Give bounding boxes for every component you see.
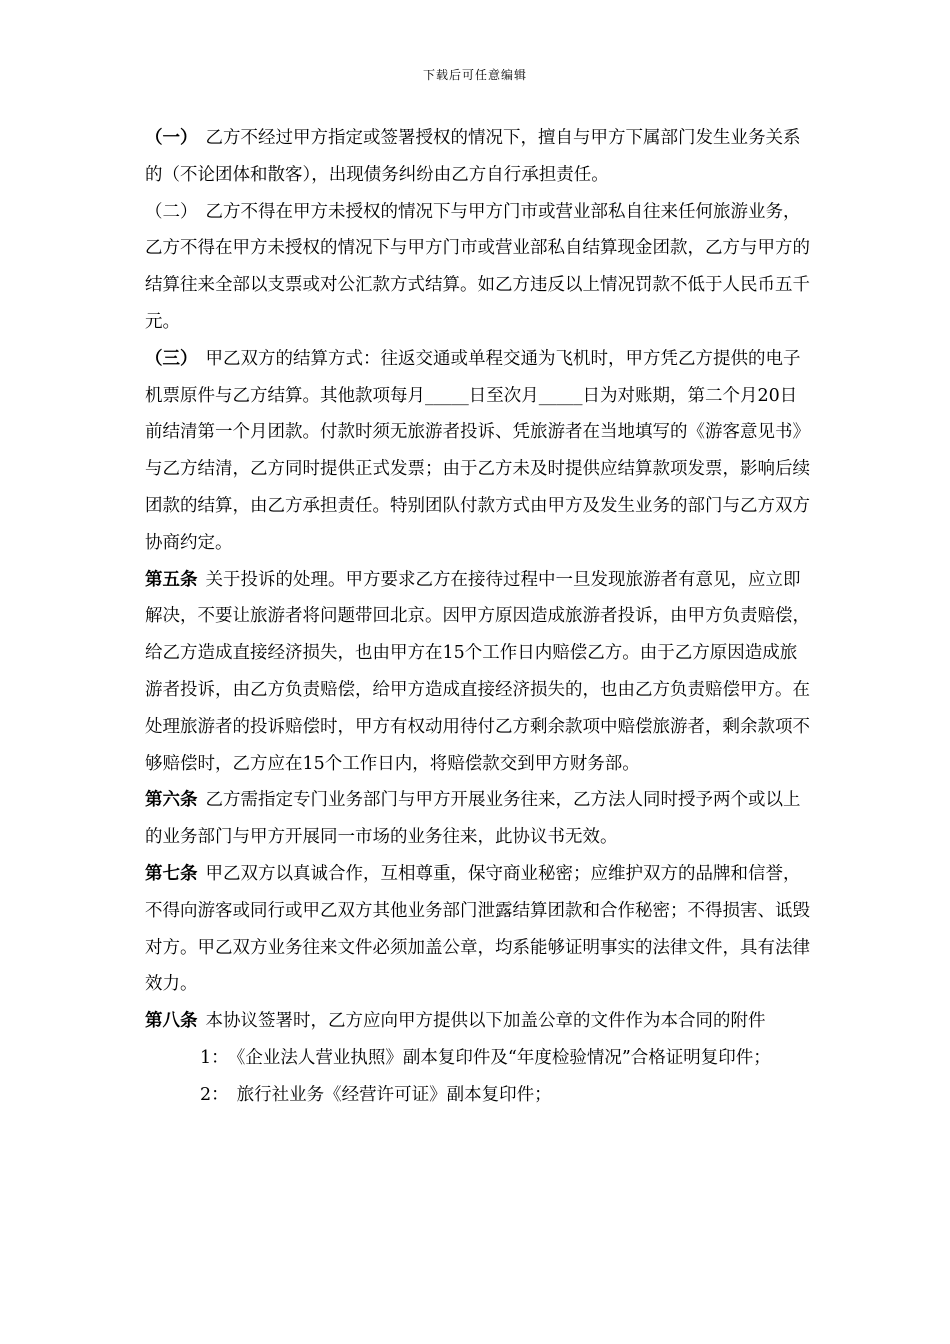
list-item bbox=[145, 1040, 810, 1077]
list-item bbox=[145, 1077, 810, 1114]
article-5 bbox=[145, 562, 810, 783]
page-header: 下载后可任意编辑 bbox=[422, 68, 527, 82]
article-6-text: 乙方需指定专门业务部门与甲方开展业务往来，乙方法人同时授予两个或以上的业务部门与甲方开展同一市场的业务往来，此协议书无效。 bbox=[145, 790, 801, 848]
clause-2-label: （二） bbox=[145, 201, 198, 222]
article-5-label: 第五条 bbox=[145, 569, 198, 590]
list-item-number: 1： bbox=[200, 1047, 229, 1068]
clause-1 bbox=[145, 120, 810, 194]
clause-3-text: 甲乙双方的结算方式：往返交通或单程交通为飞机时，甲方凭乙方提供的电子机票原件与乙方结算。其他款项每月_____日至次月_____日为对账期，第二个月20日前结清第一个月团款。付款时须无旅游者投诉、凭旅游者在当地填写的《游客意见书》与乙方结清，乙方同时提供正式发票；由于乙方未及时提供应结算款项发票，影响后续团款的结算，由乙方承担责任。特别团队付款方式由甲方及发生业务的部门与乙方双方协商约定。 bbox=[145, 348, 810, 553]
clause-2-text: 乙方不得在甲方未授权的情况下与甲方门市或营业部私自往来任何旅游业务，乙方不得在甲方未授权的情况下与甲方门市或营业部私自结算现金团款，乙方与甲方的结算往来全部以支票或对公汇款方式结算。如乙方违反以上情况罚款不低于人民币五千元。 bbox=[145, 201, 810, 332]
list-item-number: 2： bbox=[200, 1084, 229, 1105]
article-7-label: 第七条 bbox=[145, 863, 198, 884]
article-8-label: 第八条 bbox=[145, 1011, 198, 1032]
document-body bbox=[145, 120, 810, 1114]
article-7-text: 甲乙双方以真诚合作，互相尊重，保守商业秘密；应维护双方的品牌和信誉，不得向游客或同行或甲乙双方其他业务部门泄露结算团款和合作秘密；不得损害、诋毁对方。甲乙双方业务往来文件必须加盖公章，均系能够证明事实的法律文件，具有法律效力。 bbox=[145, 863, 810, 995]
article-8-text: 本协议签署时，乙方应向甲方提供以下加盖公章的文件作为本合同的附件 bbox=[205, 1011, 766, 1032]
article-5-text: 关于投诉的处理。甲方要求乙方在接待过程中一旦发现旅游者有意见，应立即解决，不要让旅游者将问题带回北京。因甲方原因造成旅游者投诉，由甲方负责赔偿，给乙方造成直接经济损失，也由甲方在15个工作日内赔偿乙方。由于乙方原因造成旅游者投诉，由乙方负责赔偿，给甲方造成直接经济损失的，也由乙方负责赔偿甲方。在处理旅游者的投诉赔偿时，甲方有权动用待付乙方剩余款项中赔偿旅游者，剩余款项不够赔偿时，乙方应在15个工作日内，将赔偿款交到甲方财务部。 bbox=[145, 569, 810, 774]
article-8 bbox=[145, 1003, 810, 1040]
list-item-text: 旅行社业务《经营许可证》副本复印件； bbox=[236, 1084, 552, 1105]
clause-3-label: （三） bbox=[145, 348, 198, 369]
article-7 bbox=[145, 856, 810, 1003]
article-6 bbox=[145, 782, 810, 856]
clause-3 bbox=[145, 341, 810, 562]
clause-1-text: 乙方不经过甲方指定或签署授权的情况下，擅自与甲方下属部门发生业务关系的（不论团体和散客），出现债务纠纷由乙方自行承担责任。 bbox=[145, 128, 801, 185]
clause-1-label: （一） bbox=[145, 128, 198, 148]
article-6-label: 第六条 bbox=[145, 790, 198, 811]
clause-2 bbox=[145, 194, 810, 341]
list-item-text: 《企业法人营业执照》副本复印件及“年度检验情况”合格证明复印件； bbox=[236, 1047, 771, 1068]
